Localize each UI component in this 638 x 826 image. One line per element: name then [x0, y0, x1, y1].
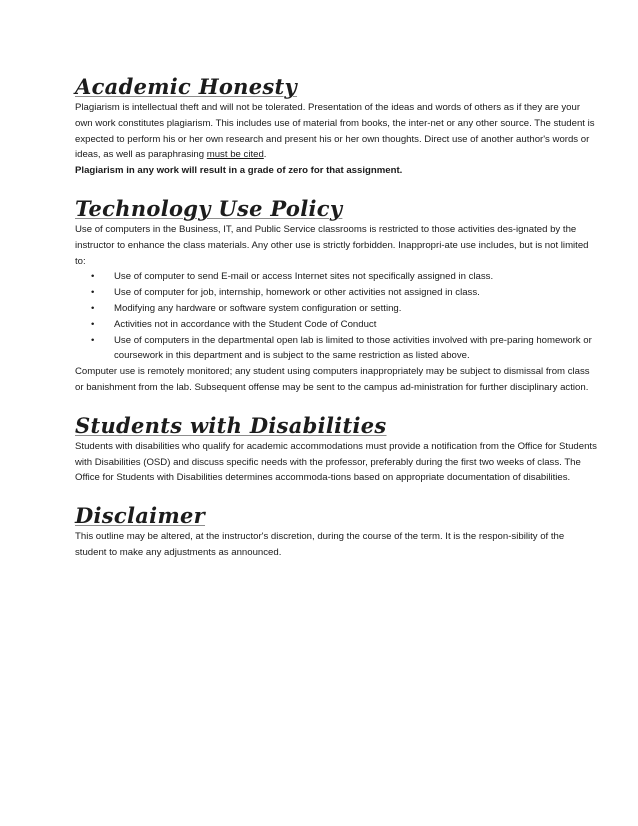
list-item: • Activities not in accordance with the Student Code of Conduct — [89, 317, 598, 333]
heading-technology-policy: Technology Use Policy — [75, 195, 343, 221]
list-item: • Use of computers in the departmental open lab is limited to those activities involved with pre-paring homework or coursework in this department and is subject to the same restriction as listed above. — [89, 333, 598, 365]
must-be-cited-text: must be cited — [206, 149, 264, 161]
technology-policy-intro: Use of computers in the Business, IT, and Public Service classrooms is restricted to those activities des-ignated by the instructor to enhance the class materials. Any other use is strictly forbidden. Inappropri-ate use includes, but is not limited to: — [75, 223, 589, 267]
list-item: • Use of computer to send E-mail or access Internet sites not specifically assigned in class. — [89, 269, 598, 285]
plagiarism-penalty-statement: Plagiarism in any work will result in a grade of zero for that assignment. — [75, 165, 403, 177]
academic-honesty-text: Plagiarism is intellectual theft and will not be tolerated. Presentation of the ideas and words of others as if they are your own work constitutes plagiarism. This includes use of material from books, the inter-net or any other source. The student is expected to perform his or her own research and present his or her own thoughts. Direct use of another author's words or ideas, as well as paraphrasing — [75, 102, 595, 161]
technology-policy-closing: Computer use is remotely monitored; any student using computers inappropriately may be subject to dismissal from class or banishment from the lab. Subsequent offense may be sent to the campus ad-ministration for further disciplinary action. — [75, 366, 590, 393]
academic-honesty-period: . — [263, 149, 267, 161]
disclaimer-paragraph: This outline may be altered, at the instructor's discretion, during the course of the term. It is the respon-sibility of the student to make any adjustments as announced. — [75, 531, 565, 558]
disabilities-paragraph: Students with disabilities who qualify for academic accommodations must provide a notification from the Office for Students with Disabilities (OSD) and discuss specific needs with the professor, preferably during the first two weeks of class. The Office for Students with Disabilities determines accommoda-tions based on appropriate documentation of disabilities. — [75, 440, 597, 484]
section-disabilities — [75, 413, 598, 486]
list-item: • Modifying any hardware or software system configuration or setting. — [89, 301, 598, 317]
heading-academic-honesty: Academic Honesty — [75, 74, 298, 99]
section-technology-policy — [75, 196, 598, 396]
list-item: • Use of computer for job, internship, homework or other activities not assigned in class. — [89, 285, 598, 301]
academic-honesty-paragraph — [75, 100, 598, 163]
heading-disclaimer: Disclaimer — [75, 503, 206, 529]
section-academic-honesty — [75, 74, 598, 179]
heading-disabilities: Students with Disabilities — [75, 412, 387, 438]
section-disclaimer — [75, 503, 598, 561]
technology-policy-list — [75, 269, 598, 364]
